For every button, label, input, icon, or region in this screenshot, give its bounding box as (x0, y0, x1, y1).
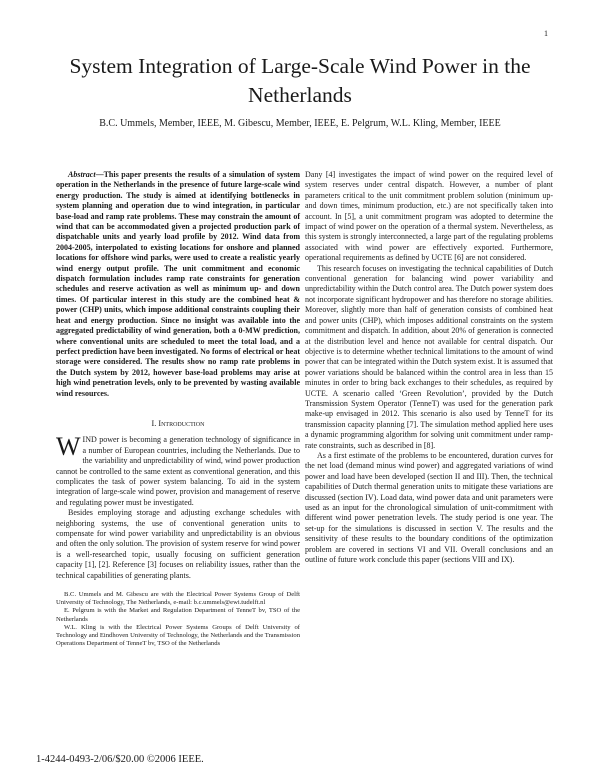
footnote-1: B.C. Ummels and M. Gibescu are with the Electrical Power Systems Group of Delft University of Technology, The Netherlands, e-mail: b.c.ummels@ewi.tudelft.nl (56, 591, 300, 607)
intro-paragraph-1 (56, 432, 300, 508)
author-list (40, 117, 560, 130)
section-heading: I. Introduction (151, 418, 205, 428)
paper-title: System Integration of Large-Scale Wind Power in the Netherlands (69, 54, 531, 107)
footnote-2: E. Pelgrum is with the Market and Regulation Department of TenneT bv, TSO of the Netherlands (56, 607, 300, 623)
right-column (305, 170, 553, 565)
footnote-3: W.L. Kling is with the Electrical Power Systems Groups of Delft University of Technology and Eindhoven University of Technology, the Netherlands and the Transmission Operations Department of TenneT bv, TSO of the Netherlands (56, 623, 300, 648)
abstract-text: —This paper presents the results of a simulation of system operation in the Netherlands in the presence of future large-scale wind energy production. The study is aimed at identifying bottlenecks in system planning and operation due to wind integration, in particular base-load and ramp rate problems. These may constrain the amount of wind that can be accommodated given a projected production park of dispatchable units and yearly load profile by 2012. Wind data from 2004-2005, interpolated to existing locations for onshore and planned locations for offshore wind parks, were used to create a realistic yearly wind energy output profile. The unit commitment and economic dispatch formulation includes ramp rate constraints for generation schedules and reserve activation as well as minimum up- and down times. Of particular interest in this study are the combined heat & power (CHP) units, which impose additional constraints coupling their heat and energy production. Since no insight was available into the aggregated predictability of wind generation, both a 0-MW prediction, where conventional units are scheduled to meet the total load, and a perfect prediction have been investigated. No forms of electrical or heat storage were considered. The results show no ramp rate problems in the Dutch system by 2012, however base-load problems may arise at high wind penetration levels, only to be prevented by wasting available wind resources. (56, 170, 300, 398)
intro-paragraph-2: Besides employing storage and adjusting exchange schedules with neighboring systems, the use of conventional generation units to compensate for wind power variability and unpredictability is an obvious and often the only solution. The provision of system reserve for wind power is a well-researched topic, usually focusing on sufficient generation capacity [1], [2]. Reference [3] focuses on reliability issues, rather than the technical capabilities of generating plants. (56, 508, 300, 580)
body-paragraph-3: As a first estimate of the problems to be encountered, duration curves for the net load (demand minus wind power) and aggregated variations of wind power and load have been developed (section II and III). Then, the technical capabilities of Dutch thermal generation units to mitigate these variations are discussed (section IV). Load data, wind power data and unit parameters were used as an input for the chronological simulation of unit-commitment with different wind power penetration levels. The study period is one year. The set-up for the simulations is discussed in section V. The results and the sensitivity of these results to the boundary conditions of the optimization problem are covered in sections VI and VII. Overall conclusions and an outline of future work conclude this paper (sections VIII and IX). (305, 450, 553, 565)
body-paragraph-1: Dany [4] investigates the impact of wind power on the required level of system reserves under central dispatch. However, a number of plant parameters critical to the unit commitment problem solution (minimum up- and down times, minimum production, etc.) are not specifically taken into account. In [5], a unit commitment program was adopted to determine the impact of wind power on the operation of a thermal system. Nevertheless, as this system is strongly interconnected, a large part of the regulating problems associated with wind power are effectively exported. Furthermore, operational requirements as defined by UCTE [6] are not considered. (305, 170, 553, 263)
drop-cap: W (56, 432, 81, 462)
left-column (56, 170, 300, 648)
abstract (56, 170, 300, 399)
copyright-notice: 1-4244-0493-2/06/$20.00 ©2006 IEEE. (36, 754, 204, 765)
body-paragraph-2: This research focuses on investigating the technical capabilities of Dutch conventional generation for balancing wind power variability and unpredictability within the Dutch control area. The Dutch power system does not incorporate significant hydropower and has therefore no storage abilities. Moreover, slightly more than half of generation consists of combined heat and power units (CHP), which imposes additional constraints on the system commitment and dispatch. In addition, about 20% of generation is connected at the distribution level and hence not available for central dispatch. Our objective is to determine whether technical limitations to the amount of wind power that can be integrated within the Dutch system exist. It is assumed that power variations should be balanced within the control area in less than 15 minutes in order to bring back exchanges to their schedules, as required by UCTE. A scenario called ‘Green Revolution’, provided by the Dutch Transmission System Operator (TenneT) was used for the generation park make-up envisaged in 2012. This scenario is also used by TenneT for its transmission capacity planning [7]. The simulation method applied here uses a dynamic programming algorithm for solving unit commitment under ramp-rate constraints, such as described in [8]. (305, 263, 553, 450)
authors-text: B.C. Ummels, Member, IEEE, M. Gibescu, Member, IEEE, E. Pelgrum, W.L. Kling, Member, IEEE (99, 118, 501, 129)
page-number: 1 (544, 29, 548, 38)
intro-paragraph-1-text: IND power is becoming a generation technology of significance in a number of European countries, including the Netherlands. Due to the variability and unpredictability of wind, wind power production cannot be controlled to the same extent as conventional generation, and this complicates the task of power system balancing. To aid in the system integration of large-scale wind power, provision and management of reserve and regulating power must be investigated. (56, 435, 300, 507)
footnotes (56, 591, 300, 648)
abstract-label: Abstract (68, 170, 96, 179)
